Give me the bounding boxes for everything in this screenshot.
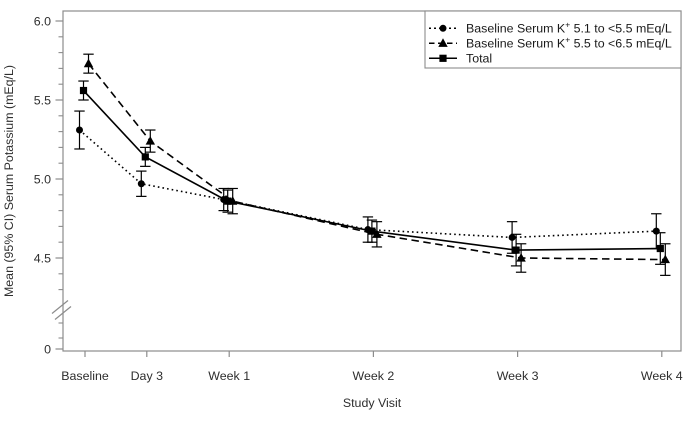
- circle-marker: [509, 234, 516, 241]
- square-marker: [142, 153, 149, 160]
- y-axis-title: Mean (95% CI) Serum Potassium (mEq/L): [2, 64, 16, 298]
- x-tick-label: Baseline: [61, 369, 109, 383]
- triangle-marker: [146, 136, 155, 145]
- y-zero-label: 0: [44, 342, 51, 357]
- y-tick-label: 6.0: [33, 14, 51, 29]
- circle-marker-icon: [440, 25, 447, 32]
- square-marker: [657, 245, 664, 252]
- series-square: [78, 81, 665, 266]
- x-tick-label: Week 1: [208, 369, 251, 383]
- circle-marker: [653, 228, 660, 235]
- legend-row: [429, 20, 672, 36]
- legend-row: [429, 35, 672, 51]
- x-tick-label: Week 2: [352, 369, 395, 383]
- square-marker: [513, 247, 520, 254]
- y-tick-label: 5.0: [33, 172, 51, 187]
- legend-label: Baseline Serum K+ 5.1 to <5.5 mEq/L: [466, 19, 672, 36]
- circle-marker: [138, 180, 145, 187]
- circle-marker: [76, 127, 83, 134]
- y-tick-label: 4.5: [33, 251, 51, 266]
- x-tick-label: Week 3: [496, 369, 539, 383]
- y-tick-label: 5.5: [33, 93, 51, 108]
- chart-canvas: [34, 11, 683, 383]
- legend: [425, 11, 681, 68]
- triangle-marker: [84, 59, 93, 68]
- square-marker: [368, 228, 375, 235]
- square-marker: [224, 198, 231, 205]
- square-marker-icon: [439, 55, 446, 62]
- legend-label: Total: [466, 51, 493, 66]
- x-axis-title: Study Visit: [342, 396, 402, 410]
- square-marker: [80, 87, 87, 94]
- x-tick-label: Day 3: [130, 369, 163, 383]
- legend-label: Baseline Serum K+ 5.5 to <6.5 mEq/L: [466, 34, 672, 51]
- x-tick-label: Week 4: [640, 369, 683, 383]
